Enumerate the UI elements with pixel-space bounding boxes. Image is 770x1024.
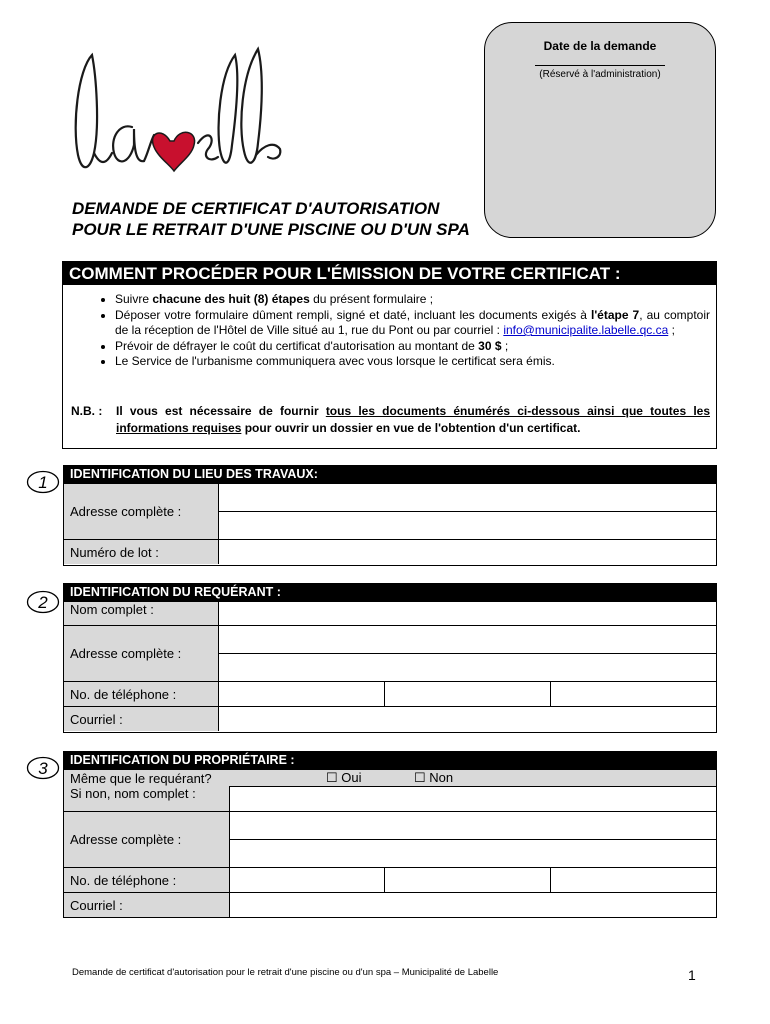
date-line [535, 65, 665, 66]
address-field[interactable] [230, 812, 716, 867]
instructions-heading: COMMENT PROCÉDER POUR L'ÉMISSION DE VOTRE CERTIFICAT : [63, 262, 716, 285]
list-item: • Déposer votre formulaire dûment rempli, signé et daté, incluant les documents exigés à l'étape 7, au comptoir de la réception de l'Hôtel de Ville situé au 1, rue du Pont ou par courriel : info@municipalite.labelle.qc.ca ; [115, 308, 716, 339]
admin-date-box [484, 22, 716, 238]
section-heading: IDENTIFICATION DU PROPRIÉTAIRE : [64, 752, 716, 769]
checkbox-icon: ☐ [326, 770, 338, 785]
lot-label: Numéro de lot : [64, 540, 219, 564]
phone-field-1[interactable] [219, 682, 385, 706]
page-number: 1 [688, 967, 696, 983]
title-line-1: DEMANDE DE CERTIFICAT D'AUTORISATION [72, 199, 440, 218]
step-number: 1 [38, 473, 48, 492]
step-number-3-icon [26, 756, 60, 780]
phone-label: No. de téléphone : [64, 682, 219, 706]
owner-name-label: Si non, nom complet : [64, 786, 230, 811]
nb-note: N.B. : Il vous est nécessaire de fournir tous les documents énumérés ci-dessous ainsi que toutes les informations requises pour ouvrir un dossier en vue de l'obtention d'un certificat. [71, 404, 710, 435]
email-label: Courriel : [64, 893, 230, 917]
lot-field[interactable] [219, 540, 716, 564]
email-label: Courriel : [64, 707, 219, 731]
instructions-box [62, 261, 717, 449]
nb-label: N.B. : [71, 404, 103, 418]
phone-label: No. de téléphone : [64, 868, 230, 892]
address-field[interactable] [219, 484, 716, 539]
title-line-2: POUR LE RETRAIT D'UNE PISCINE OU D'UN SPA [72, 220, 470, 239]
step-number-2-icon [26, 590, 60, 614]
checkbox-icon: ☐ [414, 770, 426, 785]
address-label: Adresse complète : [64, 626, 219, 681]
name-label: Nom complet : [64, 602, 219, 625]
phone-field-3[interactable] [550, 868, 716, 892]
no-checkbox[interactable]: ☐ Non [414, 770, 454, 785]
list-item: • Prévoir de défrayer le coût du certificat d'autorisation au montant de 30 $ ; [115, 339, 716, 355]
phone-field-3[interactable] [550, 682, 716, 706]
email-field[interactable] [230, 893, 716, 917]
section-heading: IDENTIFICATION DU LIEU DES TRAVAUX: [64, 466, 716, 483]
owner-name-field[interactable] [230, 786, 716, 811]
municipality-logo [70, 45, 290, 180]
yes-checkbox[interactable]: ☐ Oui [326, 770, 362, 785]
section-work-location [63, 465, 717, 566]
section-applicant [63, 583, 717, 733]
section-owner [63, 751, 717, 918]
address-label: Adresse complète : [64, 484, 219, 539]
address-label: Adresse complète : [64, 812, 230, 867]
same-as-applicant-label: Même que le requérant? [70, 771, 212, 786]
step-number: 2 [38, 593, 48, 612]
footer-text: Demande de certificat d'autorisation pour le retrait d'une piscine ou d'un spa – Municipalité de Labelle [72, 967, 499, 978]
list-item: • Le Service de l'urbanisme communiquera avec vous lorsque le certificat sera émis. [115, 354, 716, 370]
reserved-note: (Réservé à l'administration) [539, 69, 661, 80]
address-field[interactable] [219, 626, 716, 681]
list-item: • Suivre chacune des huit (8) étapes du présent formulaire ; [115, 292, 716, 308]
phone-fields [230, 868, 716, 892]
phone-fields [219, 682, 716, 706]
instructions-list [63, 292, 716, 370]
phone-field-2[interactable] [384, 682, 551, 706]
step-number: 3 [38, 759, 48, 778]
document-title [72, 198, 512, 240]
name-field[interactable] [219, 602, 716, 625]
step-number-1-icon [26, 470, 60, 494]
phone-field-1[interactable] [230, 868, 385, 892]
phone-field-2[interactable] [384, 868, 551, 892]
date-label: Date de la demande [543, 39, 657, 53]
email-field[interactable] [219, 707, 716, 731]
email-link[interactable]: info@municipalite.labelle.qc.ca [503, 323, 669, 337]
section-heading: IDENTIFICATION DU REQUÉRANT : [64, 584, 716, 601]
